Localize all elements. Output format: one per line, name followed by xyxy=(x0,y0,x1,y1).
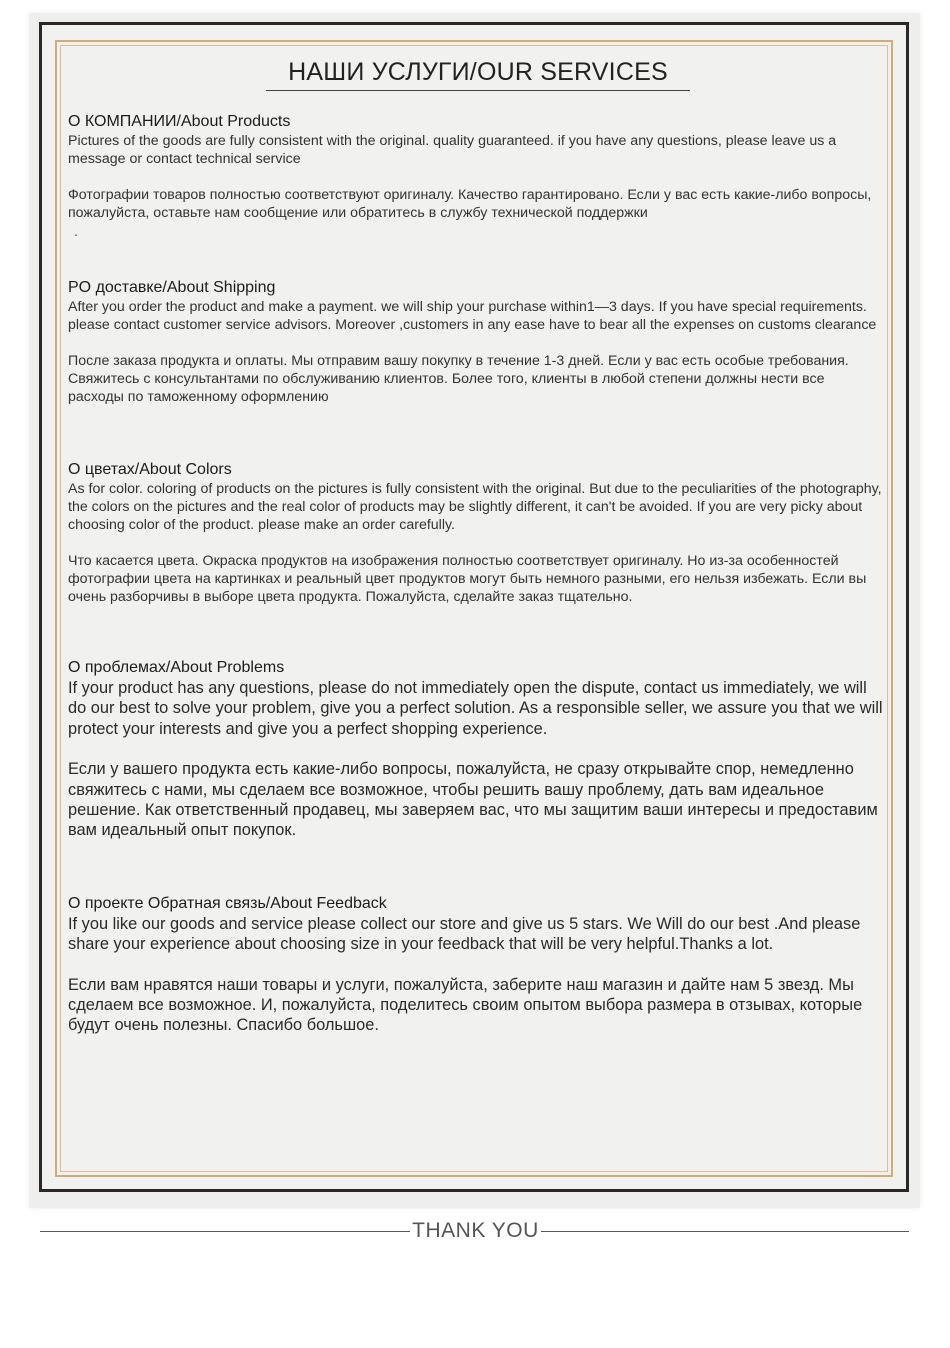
section-text-ru: Если у вашего продукта есть какие-либо вопросы, пожалуйста, не сразу открывайте спор, немедленно свяжитесь с нами, мы сделаем все возможное, чтобы решить вашу проблему, дать вам идеальное решение. Как ответственный продавец, мы заверяем вас, что мы защитим ваши интересы и предоставим вам идеальный опыт покупок. xyxy=(68,760,878,840)
section-heading: PO доставке/About Shipping xyxy=(68,279,276,296)
section-about-products xyxy=(68,112,883,240)
section-about-colors xyxy=(68,460,883,606)
section-heading: О проблемах/About Problems xyxy=(68,659,285,676)
section-text-ru: После заказа продукта и оплаты. Мы отправим вашу покупку в течение 1-3 дней. Если у вас есть особые требования. Свяжитесь с консультантами по обслуживанию клиентов. Более того, клиенты в любой степени должны нести все расходы по таможенному оформлению xyxy=(68,353,849,405)
thank-you-rule-right xyxy=(541,1231,909,1232)
section-text-en: After you order the product and make a payment. we will ship your purchase within1—3 days. If you have special requirements. please contact customer service advisors. Moreover ,customers in any ease have to bear all the expenses on customs clearance xyxy=(68,299,877,333)
section-text-en: If your product has any questions, please do not immediately open the dispute, contact us immediately, we will do our best to solve your problem, give you a perfect solution. As a responsible seller, we assure you that we will protect your interests and give you a perfect shopping experience. xyxy=(68,679,883,738)
section-about-shipping xyxy=(68,278,883,406)
section-heading: О проекте Обратная связь/About Feedback xyxy=(68,894,387,912)
section-text-ru: Что касается цвета. Окраска продуктов на изображения полностью соответствует оригиналу. Но из-за особенностей фотографии цвета на картинках и реальный цвет продуктов могут быть немного разными, его нельзя избежать. Если вы очень разборчивы в выборе цвета продукта. Пожалуйста, сделайте заказ тщательно. xyxy=(68,553,867,605)
section-text-ru: Фотографии товаров полностью соответствуют оригиналу. Качество гарантировано. Если у вас есть какие-либо вопросы, пожалуйста, оставьте нам сообщение или обратитесь в службу технической поддержки xyxy=(68,187,872,221)
thank-you-rule-left xyxy=(40,1231,410,1232)
services-content xyxy=(68,112,883,1036)
page-title: НАШИ УСЛУГИ/OUR SERVICES xyxy=(288,58,668,86)
section-text-en: If you like our goods and service please collect our store and give us 5 stars. We Will do our best .And please share your experience about choosing size in your feedback that will be very helpful.Thanks a lot. xyxy=(68,914,861,954)
section-about-feedback xyxy=(68,894,883,1036)
section-about-problems xyxy=(68,658,883,841)
section-heading: О КОМПАНИИ/About Products xyxy=(68,113,291,130)
section-text-en: As for color. coloring of products on the pictures is fully consistent with the original. But due to the peculiarities of the photography, the colors on the pictures and the real color of products may be slightly different, it can't be avoided. If you are very picky about choosing color of the product. please make an order carefully. xyxy=(68,481,882,533)
title-underline xyxy=(266,90,690,91)
trailing-dot: . xyxy=(74,223,78,239)
thank-you-text: THANK YOU xyxy=(412,1219,539,1242)
section-text-en: Pictures of the goods are fully consistent with the original. quality guaranteed. if you have any questions, please leave us a message or contact technical service xyxy=(68,133,837,167)
section-text-ru: Если вам нравятся наши товары и услуги, пожалуйста, заберите наш магазин и дайте нам 5 звезд. Мы сделаем все возможное. И, пожалуйста, поделитесь своим опытом выбора размера в отзывах, которые будут очень полезны. Спасибо большое. xyxy=(68,975,863,1035)
section-heading: О цветах/About Colors xyxy=(68,461,232,478)
